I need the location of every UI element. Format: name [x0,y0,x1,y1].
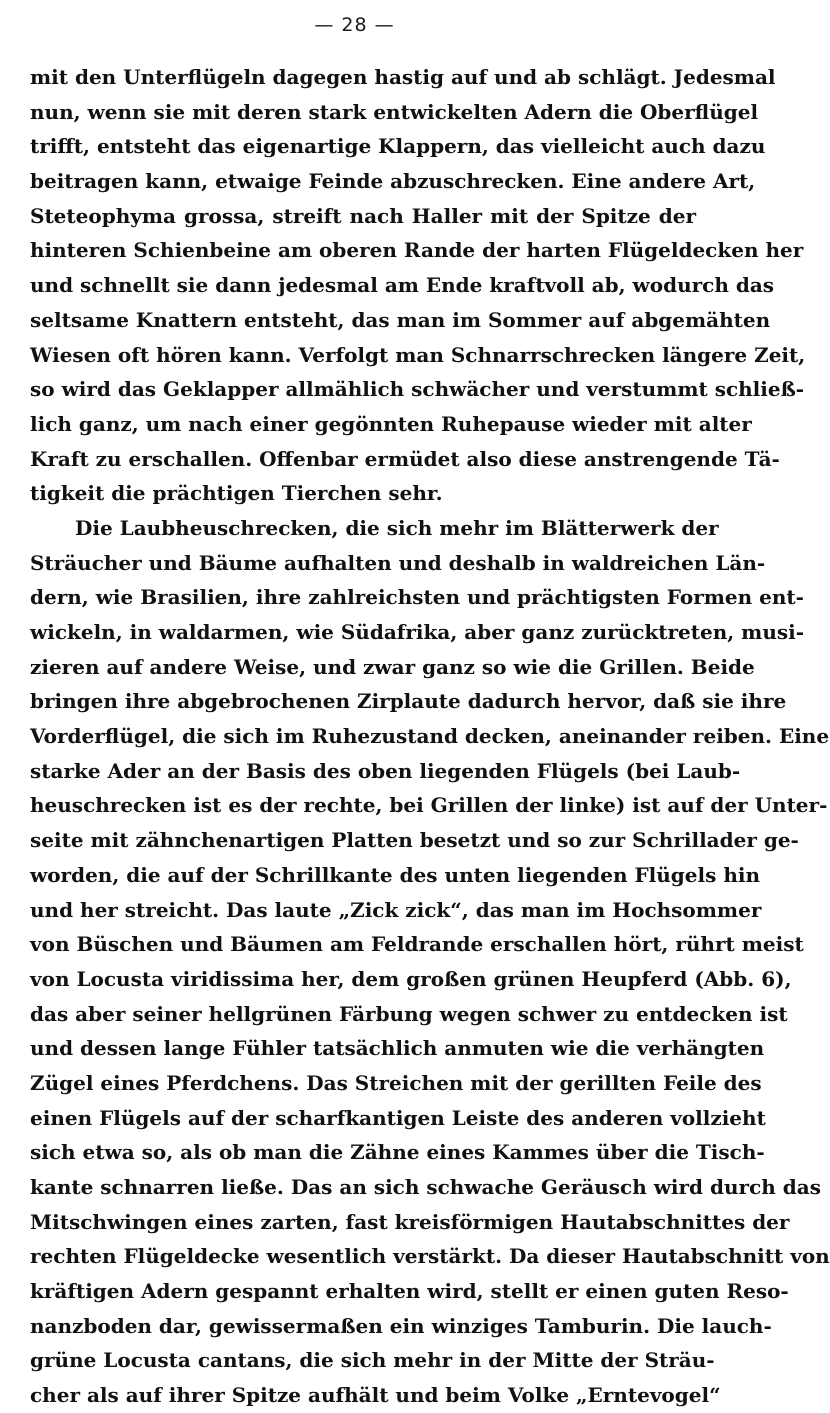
text-line: Sträucher und Bäume aufhalten und deshalb in waldreichen Län- [30,550,766,575]
paragraph-end-line: tigkeit die prächtigen Tierchen sehr. [30,481,443,506]
text-line: so wird das Geklapper allmählich schwächer und verstummt schließ- [30,377,805,402]
text-line: und schnellt sie dann jedesmal am Ende kraftvoll ab, wodurch das [30,273,775,298]
text-line: dern, wie Brasilien, ihre zahlreichsten und prächtigsten Formen ent- [30,585,804,610]
text-line: rechten Flügeldecke wesentlich verstärkt. Da dieser Hautabschnitt von [30,1244,830,1269]
text-line: von Locusta viridissima her, dem großen grünen Heupferd (Abb. 6), [30,966,792,991]
text-line: hinteren Schienbeine am oberen Rande der harten Flügeldecken her [30,238,804,263]
text-line: wickeln, in waldarmen, wie Südafrika, aber ganz zurücktreten, musi- [30,620,805,644]
text-line: nun, wenn sie mit deren stark entwickelten Adern die Oberflügel [30,99,759,124]
text-line: cher als auf ihrer Spitze aufhält und beim Volke „Erntevogel“ [30,1383,721,1408]
text-line: heuschrecken ist es der rechte, bei Grillen der linke) ist auf der Unter- [30,793,828,818]
paragraph-start-line: Die Laubheuschrecken, die sich mehr im Blätterwerk der [75,515,719,540]
text-line: von Büschen und Bäumen am Feldrande erschallen hört, rührt meist [30,932,804,957]
text-line: Vorderflügel, die sich im Ruhezustand decken, aneinander reiben. Eine [30,724,830,749]
text-line: und her streicht. Das laute „Zick zick“, das man im Hochsommer [30,897,762,922]
text-line: bringen ihre abgebrochenen Zirplaute dadurch hervor, daß sie ihre [30,689,787,714]
text-line: seltsame Knattern entsteht, das man im Sommer auf abgemähten [30,307,771,332]
text-line: trifft, entsteht das eigenartige Klappern, das vielleicht auch dazu [30,134,766,159]
page-number: — 28 — [314,14,395,36]
text-line: kante schnarren ließe. Das an sich schwache Geräusch wird durch das [30,1175,821,1199]
text-line: Kraft zu erschallen. Offenbar ermüdet also diese anstrengende Tä- [30,446,780,471]
text-line: Zügel eines Pferdchens. Das Streichen mit der gerillten Feile des [30,1070,762,1095]
body-text [30,60,830,1413]
text-line: und dessen lange Fühler tatsächlich anmuten wie die verhängten [30,1036,765,1061]
text-line: kräftigen Adern gespannt erhalten wird, stellt er einen guten Reso- [30,1279,789,1304]
text-line: grüne Locusta cantans, die sich mehr in der Mitte der Sträu- [30,1348,715,1373]
text-line: Wiesen oft hören kann. Verfolgt man Schnarrschrecken längere Zeit, [30,342,806,367]
text-line: worden, die auf der Schrillkante des unten liegenden Flügels hin [30,862,760,887]
text-line: Steteophyma grossa, streift nach Haller mit der Spitze der [30,203,696,228]
text-line: zieren auf andere Weise, und zwar ganz so wie die Grillen. Beide [30,654,755,679]
text-line: seite mit zähnchenartigen Platten besetzt und so zur Schrillader ge- [30,828,799,853]
text-line: einen Flügels auf der scharfkantigen Leiste des anderen vollzieht [30,1105,766,1130]
text-line: starke Ader an der Basis des oben liegenden Flügels (bei Laub- [30,758,741,783]
text-line: sich etwa so, als ob man die Zähne eines Kammes über die Tisch- [30,1140,765,1165]
text-line: das aber seiner hellgrünen Färbung wegen schwer zu entdecken ist [30,1001,788,1026]
text-line: beitragen kann, etwaige Feinde abzuschrecken. Eine andere Art, [30,169,756,194]
text-line: nanzboden dar, gewissermaßen ein winziges Tamburin. Die lauch- [30,1313,772,1338]
text-line: Mitschwingen eines zarten, fast kreisförmigen Hautabschnittes der [30,1209,790,1234]
text-line: lich ganz, um nach einer gegönnten Ruhepause wieder mit alter [30,411,752,436]
text-line: mit den Unterflügeln dagegen hastig auf und ab schlägt. Jedesmal [30,65,776,89]
